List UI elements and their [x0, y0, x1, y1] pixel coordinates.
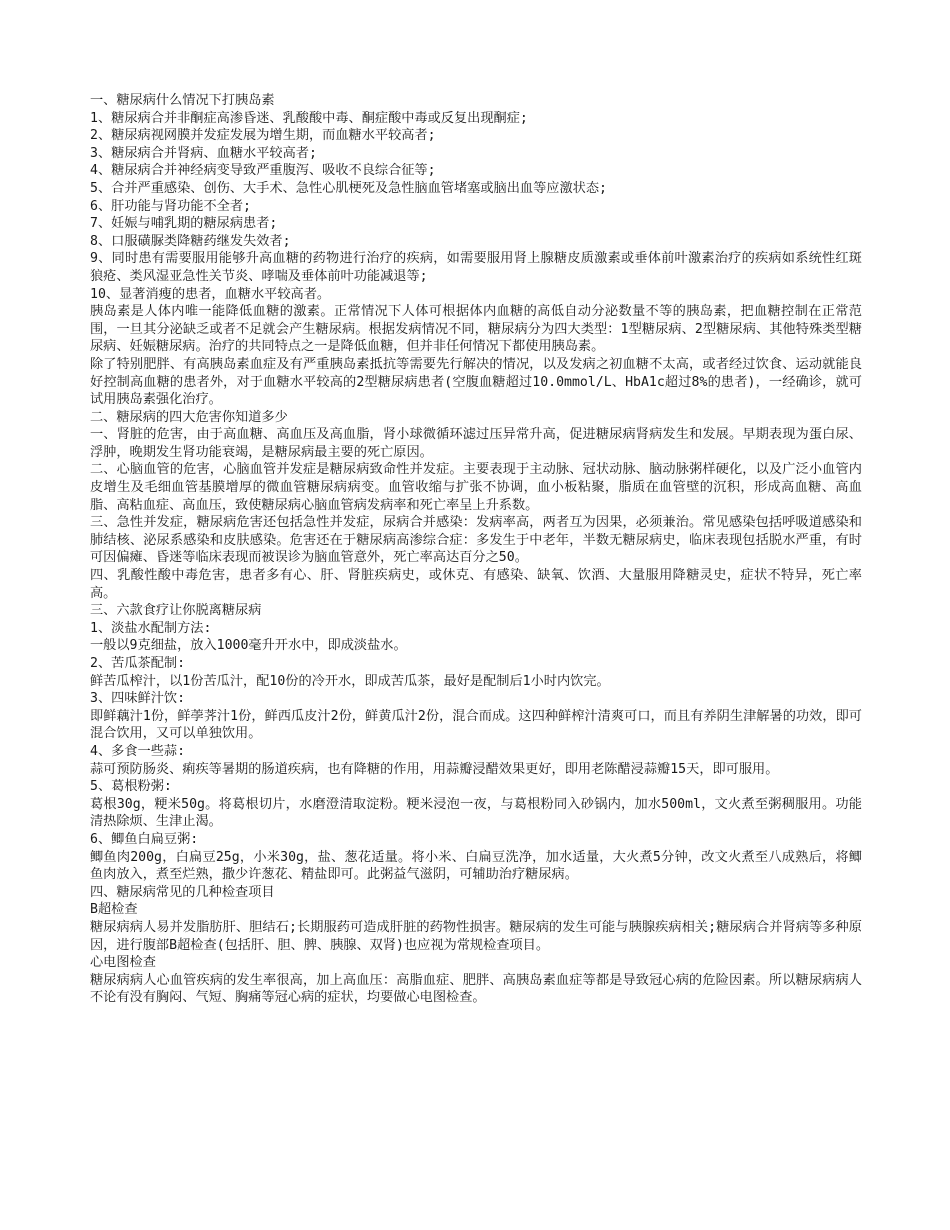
list-item: 4、糖尿病合并神经病变导致严重腹泻、吸收不良综合征等; [90, 163, 436, 179]
exam-body: 糖尿病病人易并发脂肪肝、胆结石;长期服药可造成肝脏的药物性损害。糖尿病的发生可能与胰腺疾病相关;糖尿病合并肾病等多种原因，进行腹部B超检查(包括肝、胆、脾、胰腺、双肾)也应视为常规检查项目。 [90, 919, 862, 953]
recipe-body: 即鲜藕汁1份，鲜荸荠汁1份，鲜西瓜皮汁2份，鲜黄瓜汁2份，混合而成。这四种鲜榨汁清爽可口，而且有养阴生津解暑的功效，即可混合饮用，又可以单独饮用。 [90, 708, 862, 742]
recipe-body: 鲜苦瓜榨汁，以1份苦瓜汁，配10份的冷开水，即成苦瓜茶，最好是配制后1小时内饮完。 [90, 673, 610, 689]
list-item: 2、糖尿病视网膜并发症发展为增生期，而血糖水平较高者; [90, 128, 436, 144]
body-paragraph: 二、心脑血管的危害，心脑血管并发症是糖尿病致命性并发症。主要表现于主动脉、冠状动脉、脑动脉粥样硬化，以及广泛小血管内皮增生及毛细血管基膜增厚的微血管糖尿病病变。血管收缩与扩张不协调，血小板粘聚，脂质在血管壁的沉积，形成高血糖、高血脂、高粘血症、高血压，致使糖尿病心脑血管病发病率和死亡率呈上升系数。 [90, 462, 862, 513]
body-paragraph: 一、肾脏的危害，由于高血糖、高血压及高血脂，肾小球微循环滤过压异常升高，促进糖尿病肾病发生和发展。早期表现为蛋白尿、浮肿，晚期发生肾功能衰竭，是糖尿病最主要的死亡原因。 [90, 427, 862, 460]
exam-title: 心电图检查 [90, 955, 156, 971]
recipe-body: 蒜可预防肠炎、痢疾等暑期的肠道疾病，也有降糖的作用，用蒜瓣浸醋效果更好，即用老陈醋浸蒜瓣15天，即可服用。 [90, 761, 779, 777]
exam-body: 糖尿病病人心血管疾病的发生率很高，加上高血压：高脂血症、肥胖、高胰岛素血症等都是导致冠心病的危险因素。所以糖尿病病人不论有没有胸闷、气短、胸痛等冠心病的症状，均要做心电图检查。 [90, 972, 862, 1006]
recipe-body: 葛根30g，粳米50g。将葛根切片，水磨澄清取淀粉。粳米浸泡一夜，与葛根粉同入砂锅内，加水500ml，文火煮至粥稠服用。功能清热除烦、生津止渴。 [90, 796, 862, 830]
section-heading-4: 四、糖尿病常见的几种检查项目 [90, 884, 275, 900]
list-item: 1、糖尿病合并非酮症高渗昏迷、乳酸酸中毒、酮症酸中毒或反复出现酮症; [90, 110, 528, 126]
list-item: 6、肝功能与肾功能不全者; [90, 198, 251, 214]
exam-title: B超检查 [90, 902, 138, 918]
list-item: 8、口服磺脲类降糖药继发失效者; [90, 233, 291, 249]
list-item: 3、糖尿病合并肾病、血糖水平较高者; [90, 145, 317, 161]
body-paragraph: 三、急性并发症，糖尿病危害还包括急性并发症，尿病合并感染：发病率高，两者互为因果，必须兼治。常见感染包括呼吸道感染和肺结核、泌尿系感染和皮肤感染。危害还在于糖尿病高渗综合症：多发生于中老年，半数无糖尿病史，临床表现包括脱水严重，有时可因偏瘫、昏迷等临床表现而被误诊为脑血管意外，死亡率高达百分之50。 [90, 515, 862, 566]
list-item: 10、显著消瘦的患者，血糖水平较高者。 [90, 286, 331, 302]
recipe-title: 5、葛根粉粥: [90, 779, 172, 795]
recipe-title: 1、淡盐水配制方法: [90, 620, 212, 636]
recipe-title: 3、四味鲜汁饮: [90, 691, 186, 707]
document-body [90, 92, 862, 1007]
body-paragraph: 除了特别肥胖、有高胰岛素血症及有严重胰岛素抵抗等需要先行解决的情况，以及发病之初血糖不太高，或者经过饮食、运动就能良好控制高血糖的患者外，对于血糖水平较高的2型糖尿病患者(空腹血糖超过10.0mmol/L、HbA1c超过8%的患者)，一经确诊，就可试用胰岛素强化治疗。 [90, 356, 862, 408]
recipe-body: 鲫鱼肉200g，白扁豆25g，小米30g，盐、葱花适量。将小米、白扁豆洗净，加水适量，大火煮5分钟，改文火煮至八成熟后，将鲫鱼肉放入，煮至烂熟，撒少许葱花、精盐即可。此粥益气滋阴，可辅助治疗糖尿病。 [90, 849, 862, 883]
body-paragraph: 胰岛素是人体内唯一能降低血糖的激素。正常情况下人体可根据体内血糖的高低自动分泌数量不等的胰岛素，把血糖控制在正常范围，一旦其分泌缺乏或者不足就会产生糖尿病。根据发病情况不同，糖尿病分为四大类型：1型糖尿病、2型糖尿病、其他特殊类型糖尿病、妊娠糖尿病。治疗的共同特点之一是降低血糖，但并非任何情况下都使用胰岛素。 [90, 304, 862, 355]
body-paragraph: 四、乳酸性酸中毒危害，患者多有心、肝、肾脏疾病史，或休克、有感染、缺氧、饮酒、大量服用降糖灵史，症状不特异，死亡率高。 [90, 568, 862, 601]
recipe-title: 4、多食一些蒜: [90, 743, 186, 759]
list-item: 9、同时患有需要服用能够升高血糖的药物进行治疗的疾病，如需要服用肾上腺糖皮质激素或垂体前叶激素治疗的疾病如系统性红斑狼疮、类风湿亚急性关节炎、哮喘及垂体前叶功能减退等; [90, 251, 862, 284]
recipe-title: 2、苦瓜茶配制: [90, 656, 186, 671]
section-heading-1: 一、糖尿病什么情况下打胰岛素 [90, 93, 275, 108]
recipe-body: 一般以9克细盐，放入1000毫升开水中，即成淡盐水。 [90, 638, 407, 654]
list-item: 7、妊娠与哺乳期的糖尿病患者; [90, 216, 278, 232]
section-heading-3: 三、六款食疗让你脱离糖尿病 [90, 603, 262, 619]
section-heading-2: 二、糖尿病的四大危害你知道多少 [90, 409, 288, 425]
recipe-title: 6、鲫鱼白扁豆粥: [90, 831, 199, 847]
list-item: 5、合并严重感染、创伤、大手术、急性心肌梗死及急性脑血管堵塞或脑出血等应激状态; [90, 180, 608, 196]
